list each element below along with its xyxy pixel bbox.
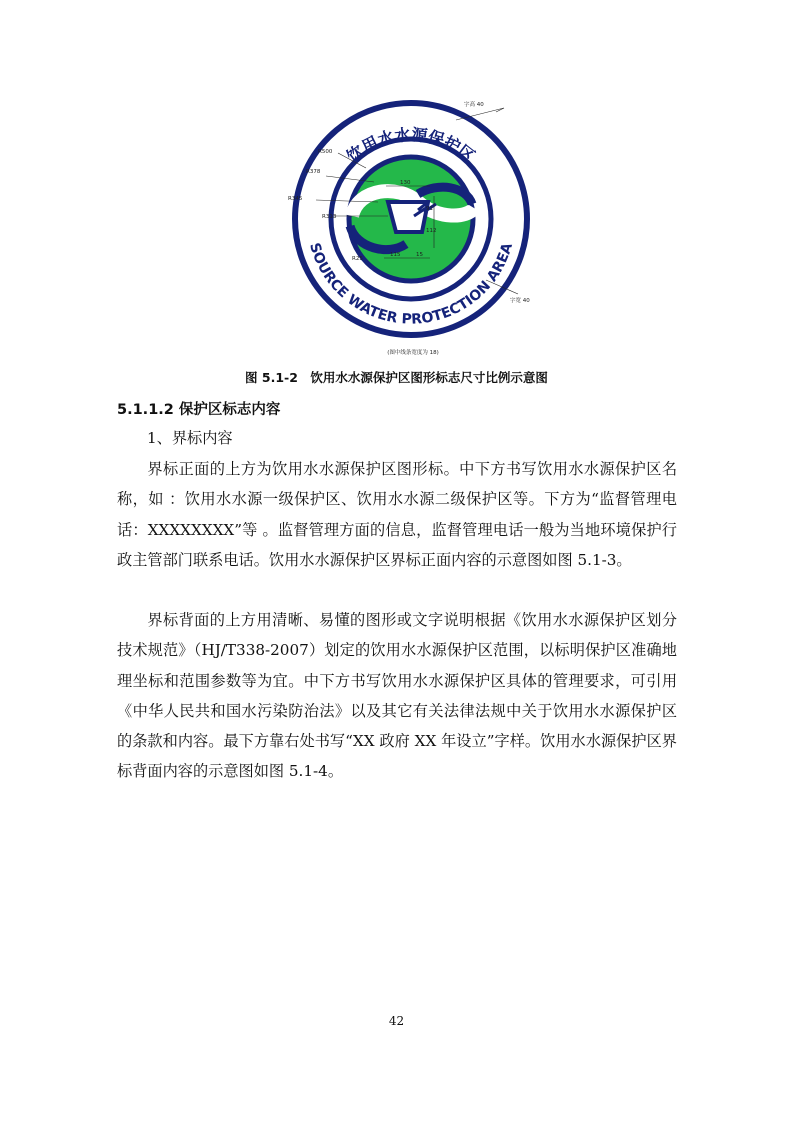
label-w115: 115 — [390, 252, 401, 258]
section-heading: 5.1.1.2 保护区标志内容 — [117, 402, 281, 418]
label-h112: 112 — [426, 228, 437, 234]
page-number: 42 — [388, 1014, 405, 1028]
paragraph-front-text: 界标正面的上方为饮用水水源保护区图形标。中下方书写饮用水水源保护区名称，如 ：饮用水水源一级保护区、饮用水水源二级保护区等。下方为“监督管理电话：XXXXXXXX”等 。监督管理方面的信息，监督管理电话一般为当地环境保护行政主管部门联系电话。饮用水水源保护区界标正面内容的示意图如图 5.1-3。 — [117, 460, 677, 569]
label-r313: R313 — [322, 214, 337, 220]
water-source-protection-sign-figure — [278, 98, 548, 360]
figure-caption: 图 5.1-2 饮用水水源保护区图形标志尺寸比例示意图 — [245, 370, 548, 385]
sign-top-text: 饮用水水源保护区 — [343, 124, 479, 166]
label-r500: R500 — [318, 149, 333, 155]
label-w130: 130 — [400, 180, 411, 186]
paragraph-back-text: 界标背面的上方用清晰、易懂的图形或文字说明根据《饮用水水源保护区划分技术规范》（HJ/T338-2007）划定的饮用水水源保护区范围，以标明保护区准确地理坐标和范围参数等为宜。中下方书写饮用水水源保护区具体的管理要求，可引用《中华人民共和国水污染防治法》以及其它有关法律法规中关于饮用水水源保护区的条款和内容。最下方靠右处书写“XX 政府 XX 年设立”字样。饮用水水源保护区界标背面内容的示意图如图 5.1-4。 — [117, 611, 677, 781]
paragraph-front — [117, 454, 677, 575]
label-r25: R25 — [352, 256, 363, 262]
figure-note: (图中线条宽度为 18) — [387, 350, 439, 356]
label-r345: R345 — [288, 196, 303, 202]
label-r378: R378 — [306, 169, 321, 175]
label-w15: 15 — [416, 252, 423, 258]
label-h91: 91 — [426, 206, 433, 212]
label-char-height: 字高 40 — [464, 102, 484, 108]
subheading: 1、界标内容 — [147, 429, 233, 447]
label-char-width: 字宽 40 — [510, 298, 530, 304]
paragraph-back — [117, 605, 677, 787]
sign-bottom-text: SOURCE WATER PROTECTION AREA — [306, 241, 516, 328]
